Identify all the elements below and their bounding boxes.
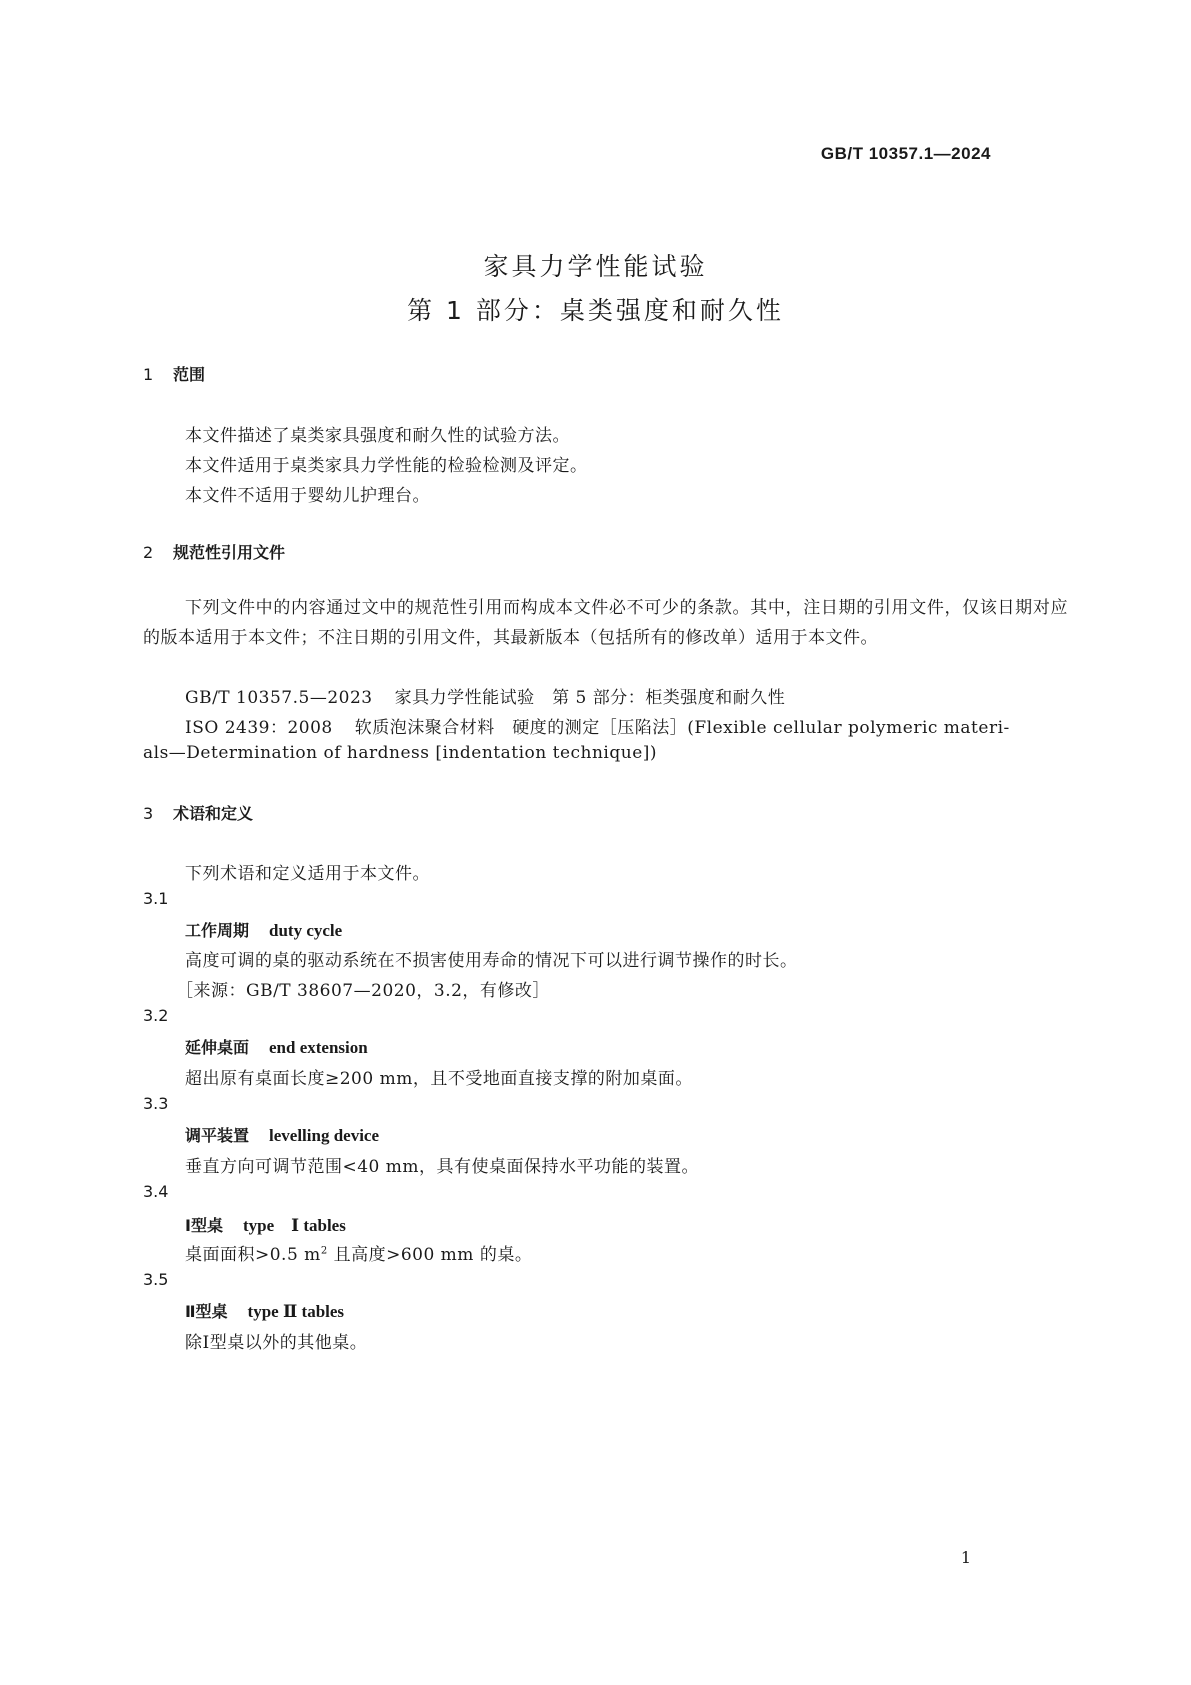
term-definition (185, 1240, 532, 1265)
term-zh: 延伸桌面 (185, 1038, 250, 1057)
term-number: 3.4 (143, 1182, 169, 1201)
section-number: 2 (143, 543, 154, 562)
term-zh: 工作周期 (185, 921, 250, 940)
term-en: type Ⅱ tables (247, 1302, 345, 1321)
section-heading-normative-references (143, 540, 285, 563)
term-zh: Ⅱ型桌 (185, 1302, 228, 1321)
reference-entry (185, 683, 785, 708)
term-en: levelling device (269, 1126, 380, 1145)
term-definition-part: 且高度>600 mm 的桌。 (327, 1245, 533, 1265)
section-number: 1 (143, 365, 154, 384)
term-entry (185, 1211, 346, 1236)
paragraph: 本文件适用于桌类家具力学性能的检验检测及评定。 (185, 456, 588, 476)
term-definition: 除Ⅰ型桌以外的其他桌。 (185, 1333, 368, 1353)
term-en: end extension (269, 1038, 368, 1057)
reference-continuation: als—Determination of hardness [indentation technique]) (143, 743, 658, 763)
section-number: 3 (143, 804, 154, 823)
term-entry (185, 918, 342, 941)
term-number: 3.1 (143, 889, 169, 908)
term-entry (185, 1123, 379, 1146)
paragraph: 本文件描述了桌类家具强度和耐久性的试验方法。 (185, 426, 570, 446)
term-definition: 超出原有桌面长度≥200 mm，且不受地面直接支撑的附加桌面。 (185, 1069, 693, 1089)
section-title: 术语和定义 (173, 804, 254, 823)
paragraph: 本文件不适用于婴幼儿护理台。 (185, 486, 430, 506)
reference-entry (185, 713, 1010, 738)
document-number: GB/T 10357.1—2024 (820, 144, 991, 163)
reference-title: 家具力学性能试验 第 5 部分：柜类强度和耐久性 (394, 688, 786, 708)
section-title: 范围 (173, 365, 206, 384)
term-definition-part: 桌面面积>0.5 m (185, 1245, 321, 1265)
term-number: 3.5 (143, 1270, 169, 1289)
term-zh: 调平装置 (185, 1126, 250, 1145)
reference-code: ISO 2439：2008 (185, 718, 333, 738)
term-number: 3.2 (143, 1006, 169, 1025)
section-heading-scope (143, 362, 205, 385)
paragraph: 下列文件中的内容通过文中的规范性引用而构成本文件必不可少的条款。其中，注日期的引用文件，仅该日期对应的版本适用于本文件；不注日期的引用文件，其最新版本（包括所有的修改单）适用于本文件。 (143, 598, 1068, 648)
document-title: 家具力学性能试验 (483, 252, 708, 281)
term-zh: Ⅰ型桌 (185, 1216, 223, 1235)
term-entry (185, 1299, 344, 1322)
document-subtitle: 第 1 部分：桌类强度和耐久性 (407, 296, 784, 325)
paragraph: 下列术语和定义适用于本文件。 (185, 864, 430, 884)
term-en: duty cycle (269, 921, 343, 940)
term-source: ［来源：GB/T 38607—2020，3.2，有修改］ (176, 981, 550, 1001)
reference-title: 软质泡沫聚合材料 硬度的测定［压陷法］(Flexible cellular polymeric materi- (354, 718, 1010, 738)
section-title: 规范性引用文件 (173, 543, 286, 562)
term-definition: 高度可调的桌的驱动系统在不损害使用寿命的情况下可以进行调节操作的时长。 (185, 951, 798, 971)
term-entry (185, 1035, 368, 1058)
term-definition: 垂直方向可调节范围<40 mm，具有使桌面保持水平功能的装置。 (185, 1157, 700, 1177)
term-en: type Ⅰ tables (242, 1216, 346, 1235)
page-number: 1 (960, 1548, 971, 1567)
reference-code: GB/T 10357.5—2023 (185, 688, 373, 708)
section-heading-terms (143, 801, 253, 824)
term-number: 3.3 (143, 1094, 169, 1113)
superscript: 2 (320, 1245, 328, 1257)
